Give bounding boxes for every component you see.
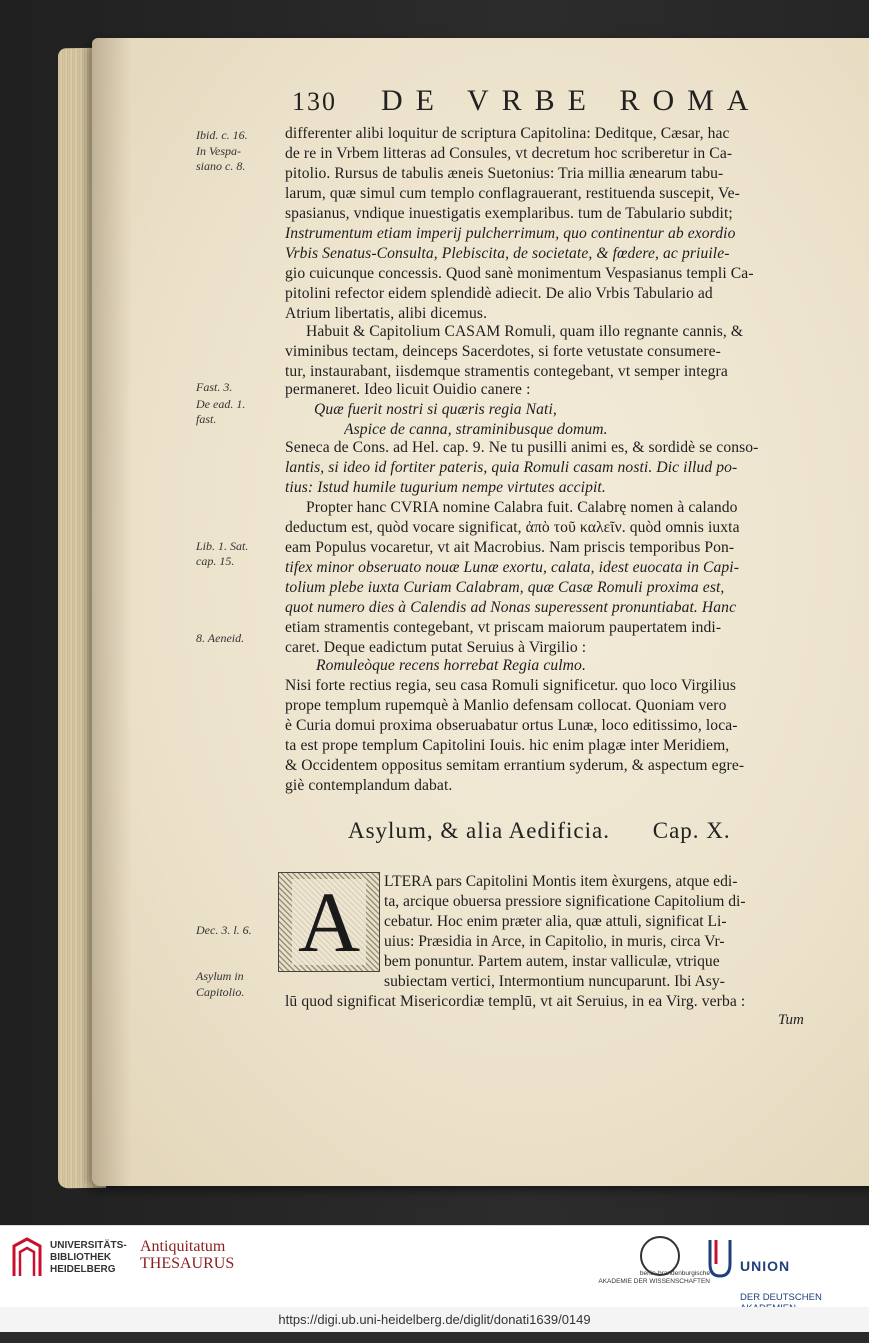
text-line: quot numero dies à Calendis ad Nonas superessent pronuntiabat. Hanc bbox=[285, 599, 737, 616]
chapter-title: Asylum, & alia Aedificia. bbox=[348, 818, 610, 843]
heidelberg-logo-icon[interactable] bbox=[10, 1236, 44, 1280]
collection-name[interactable]: Antiquitatum THESAURUS bbox=[140, 1238, 235, 1272]
text-line: deductum est, quòd vocare significat, ἀπὸ τοῦ καλεῖν. quòd omnis iuxta bbox=[285, 519, 740, 536]
chapter-text-line: subiectam vertici, Intermontium nuncuparunt. Ibi Asy- bbox=[384, 973, 725, 990]
margin-note: fast. bbox=[196, 412, 217, 426]
margin-note: Capitolio. bbox=[196, 985, 245, 999]
text-line: & Occidentem oppositus semitam errantium syderum, & aspectum egre- bbox=[285, 757, 745, 774]
text-line: Vrbis Senatus-Consulta, Plebiscita, de societate, & fœdere, ac priuile- bbox=[285, 245, 730, 262]
university-name[interactable]: UNIVERSITÄTS- BIBLIOTHEK HEIDELBERG bbox=[50, 1240, 127, 1275]
margin-note: De ead. 1. bbox=[196, 397, 246, 411]
page-url[interactable]: https://digi.ub.uni-heidelberg.de/diglit/donati1639/0149 bbox=[0, 1307, 869, 1332]
footer-logo-bar bbox=[0, 1225, 869, 1308]
text-line: Instrumentum etiam imperij pulcherrimum, quo continentur ab exordio bbox=[285, 225, 736, 242]
text-line: eam Populus vocaretur, vt ait Macrobius. Nam priscis temporibus Pon- bbox=[285, 539, 735, 556]
chapter-number: Cap. X. bbox=[652, 818, 731, 843]
margin-note: siano c. 8. bbox=[196, 159, 246, 173]
margin-note: cap. 15. bbox=[196, 554, 235, 568]
text-line: larum, quæ simul cum templo conflagrauerant, restituenda suscepit, Ve- bbox=[285, 185, 740, 202]
gutter-shadow bbox=[92, 38, 132, 1186]
decorated-initial-icon bbox=[278, 872, 380, 972]
chapter-text-line: bem ponuntur. Partem autem, instar valliculæ, vtrique bbox=[384, 953, 720, 970]
text-line: tolium plebe iuxta Curiam Calabram, quæ Casæ Romuli proxima est, bbox=[285, 579, 725, 596]
bbaw-name[interactable]: berlin-brandenburgische AKADEMIE DER WISSENSCHAFTEN bbox=[598, 1270, 710, 1285]
text-line: prope templum rupemquè à Manlio defensam collocat. Quoniam vero bbox=[285, 697, 727, 714]
text-line: spasianus, vndique inuestigatis exemplaribus. tum de Tabulario subdit; bbox=[285, 205, 733, 222]
text-line: Habuit & Capitolium CASAM Romuli, quam illo regnante cannis, & bbox=[306, 323, 744, 340]
text-line: pitolini refector eidem splendidè adiecit. De alio Vrbis Tabulario ad bbox=[285, 285, 713, 302]
text-line: è Curia domui proxima obseruabatur ortus Lunæ, loco editissimo, loca- bbox=[285, 717, 738, 734]
text-line: caret. Deque eadictum putat Seruius à Virgilio : bbox=[285, 639, 587, 656]
chapter-text-line: LTERA pars Capitolini Montis item èxurgens, atque edi- bbox=[384, 873, 738, 890]
margin-note: In Vespa- bbox=[196, 144, 241, 158]
margin-note: Lib. 1. Sat. bbox=[196, 539, 249, 553]
chapter-heading bbox=[348, 818, 731, 844]
text-line: Propter hanc CVRIA nomine Calabra fuit. Calabrę nomen à calando bbox=[306, 499, 738, 516]
margin-note: 8. Aeneid. bbox=[196, 631, 245, 645]
union-title: UNION bbox=[740, 1258, 791, 1274]
text-line: tifex minor obseruato nouæ Lunæ exortu, calata, idest euocata in Capi- bbox=[285, 559, 739, 576]
text-line: Atrium libertatis, alibi dicemus. bbox=[285, 305, 488, 322]
text-line: etiam stramentis contegebant, vt priscam maiorum paupertatem indi- bbox=[285, 619, 722, 636]
text-line: viminibus tectam, deinceps Sacerdotes, si forte vetustate consumere- bbox=[285, 343, 721, 360]
running-head bbox=[292, 84, 761, 118]
text-line: de re in Vrbem litteras ad Consules, vt decretum hoc scriberetur in Ca- bbox=[285, 145, 733, 162]
margin-note: Asylum in bbox=[196, 969, 244, 983]
verse-line: Quæ fuerit nostri si quæris regia Nati, bbox=[314, 401, 557, 418]
chapter-text-line: ta, arcique obuersa pressiore significatione Capitolium di- bbox=[384, 893, 746, 910]
verse-line: Romuleòque recens horrebat Regia culmo. bbox=[316, 657, 586, 674]
text-line: gio cuicunque concessis. Quod sanè monimentum Vespasianus templi Ca- bbox=[285, 265, 754, 282]
chapter-text-line: uius: Præsidia in Arce, in Capitolio, in muris, circa Vr- bbox=[384, 933, 725, 950]
text-line: tius: Istud humile tugurium nempe virtutes accipit. bbox=[285, 479, 606, 496]
page-number: 130 bbox=[292, 87, 337, 116]
text-line: differenter alibi loquitur de scriptura Capitolina: Deditque, Cæsar, hac bbox=[285, 125, 730, 142]
text-line: tur, instaurabant, iisdemque stramentis contegebant, vt semper integra bbox=[285, 363, 728, 380]
chapter-text-line: cebatur. Hoc enim præter alia, quæ attuli, significat Li- bbox=[384, 913, 727, 930]
text-line: ta est prope templum Capitolini Iouis. hic enim plagæ inter Meridiem, bbox=[285, 737, 730, 754]
running-title: DE VRBE ROMA bbox=[381, 84, 762, 117]
margin-note: Ibid. c. 16. bbox=[196, 128, 248, 142]
text-line: Seneca de Cons. ad Hel. cap. 9. Ne tu pusilli animi es, & sordidè se conso- bbox=[285, 439, 759, 456]
text-line: lantis, si ideo id fortiter pateris, quia Romuli casam nosti. Dic illud po- bbox=[285, 459, 738, 476]
text-line: Nisi forte rectius regia, seu casa Romuli significetur. quo loco Virgilius bbox=[285, 677, 737, 694]
margin-note: Fast. 3. bbox=[196, 380, 233, 394]
margin-note: Dec. 3. l. 6. bbox=[196, 923, 252, 937]
chapter-text-line: lū quod significat Misericordiæ templū, vt ait Seruius, in ea Virg. verba : bbox=[285, 993, 746, 1010]
text-line: permaneret. Ideo licuit Ouidio canere : bbox=[285, 381, 531, 398]
verse-line: Aspice de canna, straminibusque domum. bbox=[344, 421, 608, 438]
catchword: Tum bbox=[778, 1012, 804, 1028]
text-line: giè contemplandum dabat. bbox=[285, 777, 453, 794]
drop-cap-letter: A bbox=[292, 879, 366, 965]
union-logo-icon[interactable] bbox=[704, 1236, 736, 1280]
union-subtitle: DER DEUTSCHEN bbox=[740, 1292, 822, 1303]
text-line: pitolio. Rursus de tabulis æneis Suetonius: Tria millia ænearum tabu- bbox=[285, 165, 724, 182]
